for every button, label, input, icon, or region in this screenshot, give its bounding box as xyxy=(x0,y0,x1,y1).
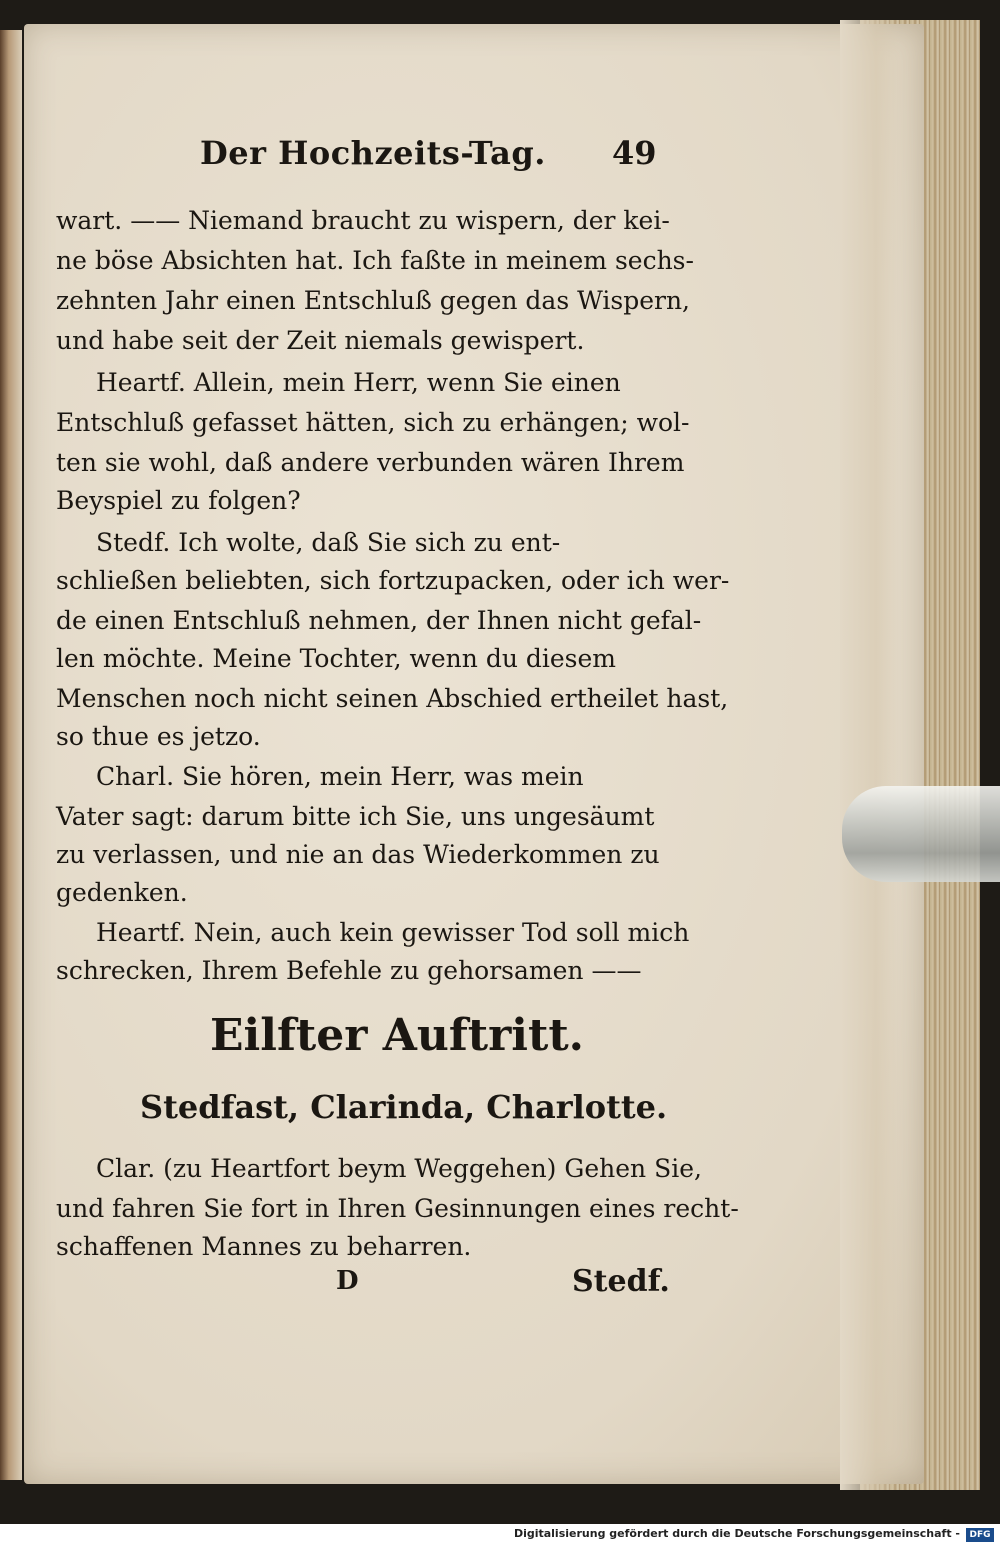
text-line: Charl. Sie hören, mein Herr, was mein xyxy=(96,762,584,791)
text-line: so thue es jetzo. xyxy=(56,722,261,751)
text-line: de einen Entschluß nehmen, der Ihnen nicht gefal- xyxy=(56,606,702,635)
running-head: Der Hochzeits-Tag. xyxy=(200,134,546,172)
footer-credit: Digitalisierung gefördert durch die Deutsche Forschungsgemeinschaft - xyxy=(513,1527,960,1540)
text-line: ne böse Absichten hat. Ich faßte in meinem sechs- xyxy=(56,246,694,275)
text-line: gedenken. xyxy=(56,878,188,907)
text-line: und fahren Sie fort in Ihren Gesinnungen eines recht- xyxy=(56,1194,739,1223)
text-line: wart. —— Niemand braucht zu wispern, der kei- xyxy=(56,206,670,235)
text-line: und habe seit der Zeit niemals gewispert. xyxy=(56,326,585,355)
text-line: Menschen noch nicht seinen Abschied ertheilet hast, xyxy=(56,684,729,713)
text-line: Beyspiel zu folgen? xyxy=(56,486,301,515)
page-edge-shade xyxy=(840,20,900,1490)
catchword: Stedf. xyxy=(572,1264,670,1299)
footer-bar xyxy=(0,1524,1000,1546)
text-line: Stedf. Ich wolte, daß Sie sich zu ent- xyxy=(96,528,561,557)
text-line: Clar. (zu Heartfort beym Weggehen) Gehen Sie, xyxy=(96,1154,702,1183)
text-line: Entschluß gefasset hätten, sich zu erhängen; wol- xyxy=(56,408,690,437)
page-number: 49 xyxy=(612,134,657,172)
signature-mark: D xyxy=(336,1266,359,1296)
text-line: Heartf. Nein, auch kein gewisser Tod soll mich xyxy=(96,918,690,947)
page-holder-clip xyxy=(842,786,1000,882)
book-page xyxy=(24,24,924,1484)
cast-list: Stedfast, Clarinda, Charlotte. xyxy=(140,1088,668,1126)
text-line: schaffenen Mannes zu beharren. xyxy=(56,1232,472,1261)
text-line: zehnten Jahr einen Entschluß gegen das Wispern, xyxy=(56,286,690,315)
text-line: schrecken, Ihrem Befehle zu gehorsamen —— xyxy=(56,956,642,985)
text-line: schließen beliebten, sich fortzupacken, oder ich wer- xyxy=(56,566,730,595)
previous-page-edge xyxy=(0,30,22,1480)
text-line: zu verlassen, und nie an das Wiederkommen zu xyxy=(56,840,660,869)
scene-heading: Eilfter Auftritt. xyxy=(210,1010,584,1061)
text-line: Vater sagt: darum bitte ich Sie, uns ungesäumt xyxy=(56,802,655,831)
text-line: Heartf. Allein, mein Herr, wenn Sie einen xyxy=(96,368,621,397)
text-line: len möchte. Meine Tochter, wenn du diesem xyxy=(56,644,617,673)
dfg-logo-icon: DFG xyxy=(966,1528,994,1542)
text-line: ten sie wohl, daß andere verbunden wären Ihrem xyxy=(56,448,685,477)
